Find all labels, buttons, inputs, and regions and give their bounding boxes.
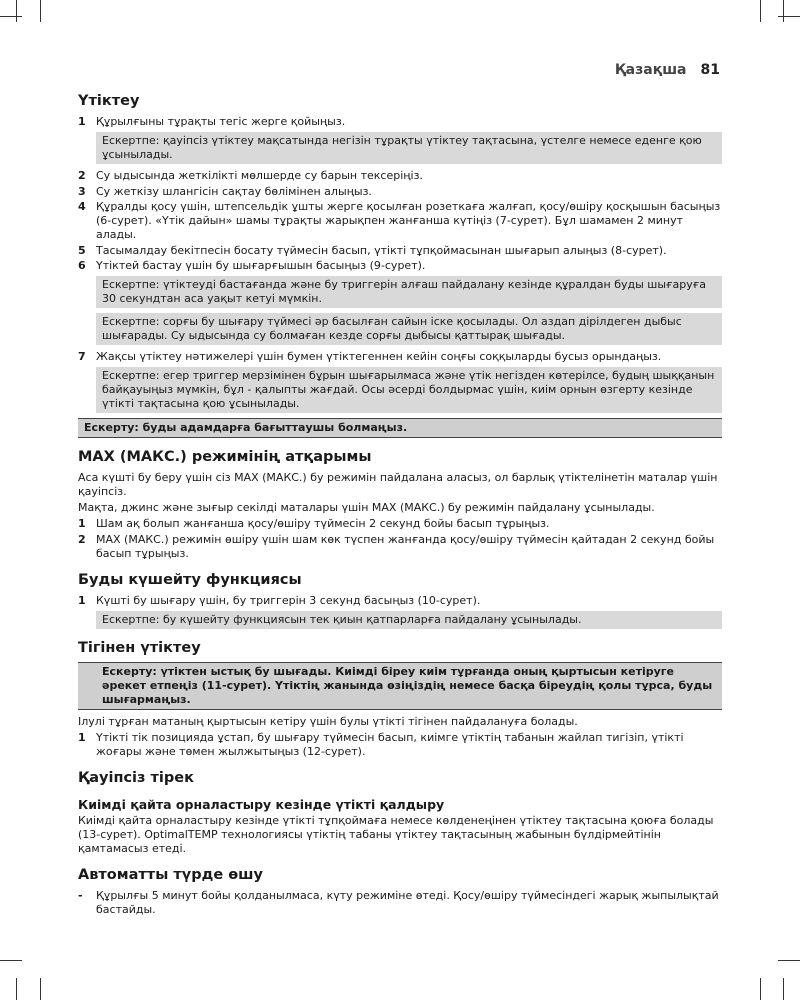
crop-mark	[760, 978, 761, 1000]
paragraph: Аса күшті бу беру үшін сіз MAX (МАКС.) бу режимін пайдалана аласыз, ол барлық үтіктелінетін маталар үшін қауіпсіз.	[78, 471, 718, 498]
warning-box: Ескерту: үтіктен ыстық бу шығады. Киімді біреу киім тұрғанда оның қыртысын кетіруге әрекет етпеңіз (11-сурет). Үтіктің жанында өзіңіздің немесе басқа біреудің қолы тұрса, буды шығармаңыз.	[78, 662, 722, 710]
language-label: Қазақша	[614, 62, 687, 78]
bullet-item: - Құрылғы 5 минут бойы қолданылмаса, күту режиміне өтеді. Қосу/өшіру түймесіндегі жарық жыпылықтай бастайды.	[78, 888, 719, 916]
page-content	[78, 92, 722, 918]
step-item: 3 Су жеткізу шлангісін сақтау бөлімінен алыңыз.	[78, 184, 372, 198]
page-header	[615, 62, 720, 78]
step-item: 2 MAX (МАКС.) режимін өшіру үшін шам көк түспен жанғанда қосу/өшіру түймесін қайтадан 2 секунд бойы басып тұрыңыз.	[78, 532, 715, 560]
crop-mark	[778, 960, 800, 961]
section-title-auto-off: Автоматты түрде өшу	[78, 866, 264, 883]
step-item: 1 Күшті бу шығару үшін, бу триггерін 3 секунд басыңыз (10-сурет).	[78, 593, 481, 607]
section-title-boost: Буды күшейту функциясы	[78, 571, 302, 588]
section-title-safe-rest: Қауіпсіз тірек	[78, 769, 194, 786]
step-item: 1 Шам ақ болып жанғанша қосу/өшіру түймесін 2 секунд бойы басып тұрыңыз.	[78, 517, 550, 530]
step-item: 1 Үтікті тік позицияда ұстап, бу шығару түймесін басып, киімге үтіктің табанын жайлап тигізіп, үтікті жоғары және төмен жылжытыңыз (12-сурет).	[78, 730, 684, 758]
section-title-max-mode: MAX (МАКС.) режимінің атқарымы	[78, 449, 372, 465]
section-title-vertical: Тігінен үтіктеу	[78, 639, 201, 656]
note-box: Ескертпе: сорғы бу шығару түймесі әр басылған сайын іске қосылады. Ол аздап дірілдеген дыбыс шығарады. Су ыдысында су болмаған кезде сорғы дыбысы қаттырақ шығады.	[96, 313, 722, 345]
crop-mark	[16, 978, 17, 1000]
paragraph: Мақта, джинс және зығыр секілді маталары үшін MAX (МАКС.) бу режимін пайдалану ұсынылады.	[78, 501, 655, 514]
page-number: 81	[700, 62, 720, 78]
step-item: 7 Жақсы үтіктеу нәтижелері үшін бумен үтіктегеннен кейін соңғы соққыларды бусыз орындаңыз.	[78, 350, 662, 363]
step-item: 6 Үтіктей бастау үшін бу шығарғышын басыңыз (9-сурет).	[78, 259, 426, 272]
step-item: 2 Су ыдысында жеткілікті мөлшерде су барын тексеріңіз.	[78, 169, 423, 182]
crop-mark	[0, 960, 22, 961]
step-item: 4 Құралды қосу үшін, штепсельдік ұшты жерге қосылған розеткаға жалғап, қосу/өшіру қосқышын басыңыз (6-сурет). «Үтік дайын» шамы тұрақты жарықпен жанғанша күтіңіз (7-сурет). Бұл шамамен 2 минут алады.	[78, 200, 721, 241]
crop-mark	[783, 0, 784, 22]
step-item: 1 Құрылғыны тұрақты тегіс жерге қойыңыз.	[78, 115, 346, 128]
subsection-title: Киімді қайта орналастыру кезінде үтікті қалдыру	[78, 796, 445, 812]
crop-mark	[783, 978, 784, 1000]
note-box: Ескертпе: егер триггер мерзімінен бұрын шығарылмаса және үтік негізден көтерілсе, будың шыққанын байқауыңыз мүмкін, бұл - қалыпты жағдай. Осы әсерді болдырмас үшін, киім орнын өзгерту кезінде үтікті тақтасына қою ұсынылады.	[96, 367, 722, 413]
step-item: 5 Тасымалдау бекітпесін босату түймесін басып, үтікті тұпқоймасынан шығарып алыңыз (8-сурет).	[78, 243, 667, 257]
note-box: Ескертпе: бу күшейту функциясын тек қиын қатпарларға пайдалану ұсынылады.	[96, 611, 722, 629]
paragraph: Ілулі тұрған матаның қыртысын кетіру үшін булы үтікті тігінен пайдалануға болады.	[78, 714, 578, 728]
paragraph: Киімді қайта орналастыру кезінде үтікті тұпқоймаға немесе көлденеңінен үтіктеу тақтасына қоюға болады (13-сурет). OptimalTEMP технологиясы үтіктің табаны үтіктеу тақтасының жабынын бүлдірмейтінін қамтамасыз етеді.	[78, 813, 714, 855]
crop-mark	[40, 978, 41, 1000]
crop-mark	[778, 16, 800, 17]
crop-mark	[16, 0, 17, 22]
section-title-ironing: Үтіктеу	[78, 93, 140, 109]
note-box: Ескертпе: үтіктеуді бастағанда және бу триггерін алғаш пайдалану кезінде құралдан буды шығаруға 30 секундтан аса уақыт кетуі мүмкін.	[96, 276, 722, 308]
warning-box: Ескерту: буды адамдарға бағыттаушы болмаңыз.	[78, 418, 722, 438]
crop-mark	[760, 0, 761, 22]
crop-mark	[40, 0, 41, 22]
note-box: Ескертпе: қауіпсіз үтіктеу мақсатында негізін тұрақты үтіктеу тақтасына, үстелге немесе еденге қою ұсынылады.	[96, 132, 722, 164]
crop-mark	[0, 16, 22, 17]
